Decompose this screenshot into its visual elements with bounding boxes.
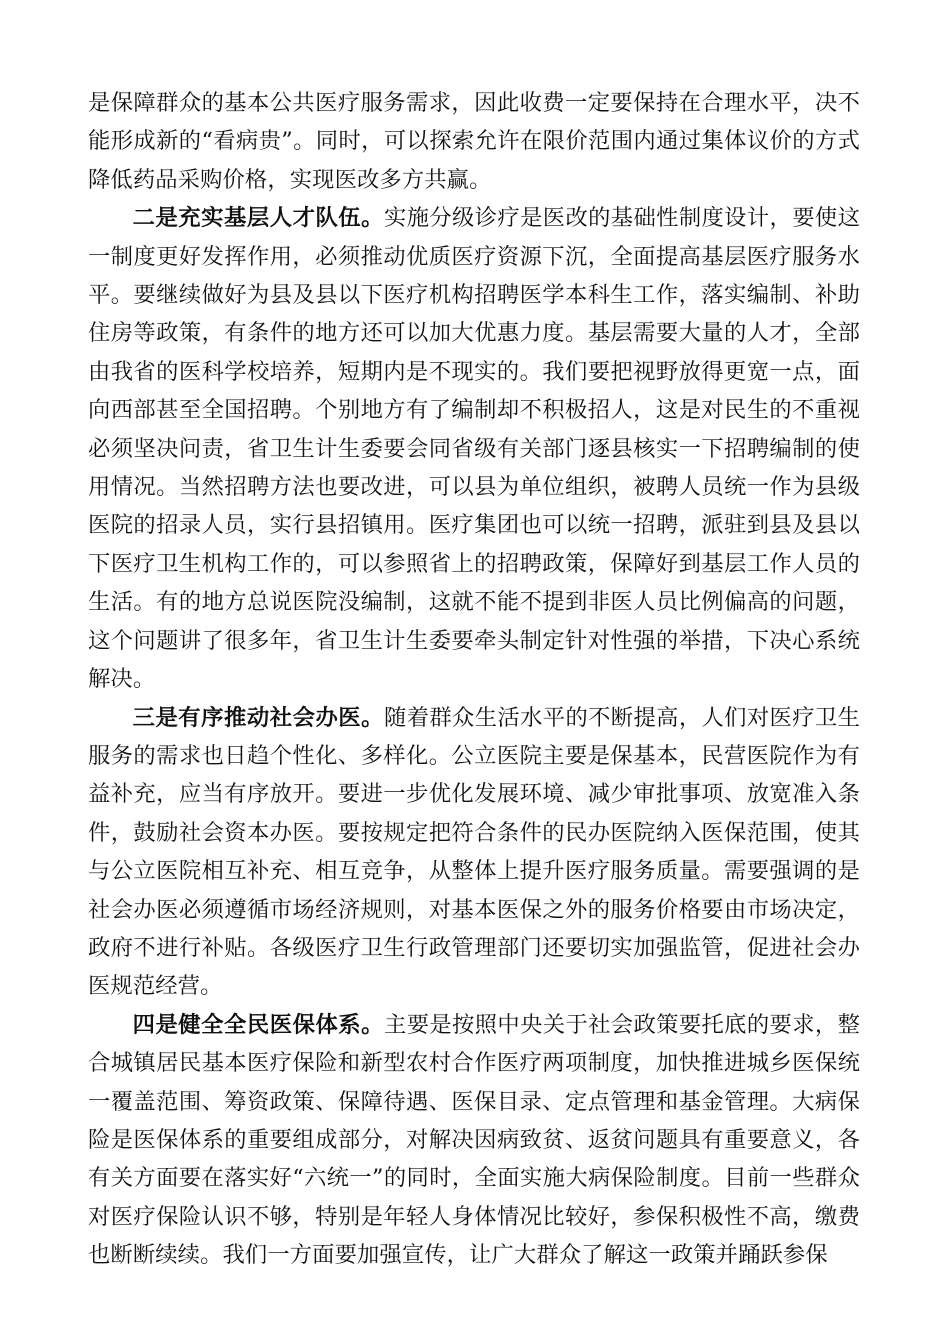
paragraph-lead-heading: 二是充实基层人才队伍。 — [132, 205, 385, 232]
page-text-body — [88, 84, 860, 1275]
paragraph-lead-heading: 三是有序推动社会办医。 — [132, 704, 385, 731]
paragraph-text: 实施分级诊疗是医改的基础性制度设计，要使这一制度更好发挥作用，必须推动优质医疗资源下沉，全面提高基层医疗服务水平。要继续做好为县及县以下医疗机构招聘医学本科生工作，落实编制、补助住房等政策，有条件的地方还可以加大优惠力度。基层需要大量的人才，全部由我省的医科学校培养，短期内是不现实的。我们要把视野放得更宽一点，面向西部甚至全国招聘。个别地方有了编制却不积极招人，这是对民生的不重视必须坚决问责，省卫生计生委要会同省级有关部门逐县核实一下招聘编制的使用情况。当然招聘方法也要改进，可以县为单位组织，被聘人员统一作为县级医院的招录人员，实行县招镇用。医疗集团也可以统一招聘，派驻到县及县以下医疗卫生机构工作的，可以参照省上的招聘政策，保障好到基层工作人员的生活。有的地方总说医院没编制，这就不能不提到非医人员比例偏高的问题，这个问题讲了很多年，省卫生计生委要牵头制定针对性强的举措，下决心系统解决。 — [88, 205, 860, 693]
paragraph-text: 是保障群众的基本公共医疗服务需求，因此收费一定要保持在合理水平，决不能形成新的“看病贵”。同时，可以探索允许在限价范围内通过集体议价的方式降低药品采购价格，实现医改多方共赢。 — [88, 90, 860, 193]
paragraph-text: 主要是按照中央关于社会政策要托底的要求，整合城镇居民基本医疗保险和新型农村合作医疗两项制度，加快推进城乡医保统一覆盖范围、筹资政策、保障待遇、医保目录、定点管理和基金管理。大病保险是医保体系的重要组成部分，对解决因病致贫、返贫问题具有重要意义，各有关方面要在落实好“六统一”的同时，全面实施大病保险制度。目前一些群众对医疗保险认识不够，特别是年轻人身体情况比较好，参保积极性不高，缴费也断断续续。我们一方面要加强宣传，让广大群众了解这一政策并踊跃参保 — [88, 1011, 860, 1269]
paragraph-two-grassroots-talent — [88, 199, 860, 698]
paragraph-text: 随着群众生活水平的不断提高，人们对医疗卫生服务的需求也日趋个性化、多样化。公立医院主要是保基本，民营医院作为有益补充，应当有序放开。要进一步优化发展环境、减少审批事项、放宽准入条件，鼓励社会资本办医。要按规定把符合条件的民办医院纳入医保范围，使其与公立医院相互补充、相互竞争，从整体上提升医疗服务质量。需要强调的是社会办医必须遵循市场经济规则，对基本医保之外的服务价格要由市场决定，政府不进行补贴。各级医疗卫生行政管理部门还要切实加强监管，促进社会办医规范经营。 — [88, 704, 860, 1000]
paragraph-lead-heading: 四是健全全民医保体系。 — [132, 1011, 385, 1038]
paragraph-three-social-medicine — [88, 699, 860, 1006]
paragraph-four-medical-insurance — [88, 1006, 860, 1275]
paragraph-continued-pricing — [88, 84, 860, 199]
